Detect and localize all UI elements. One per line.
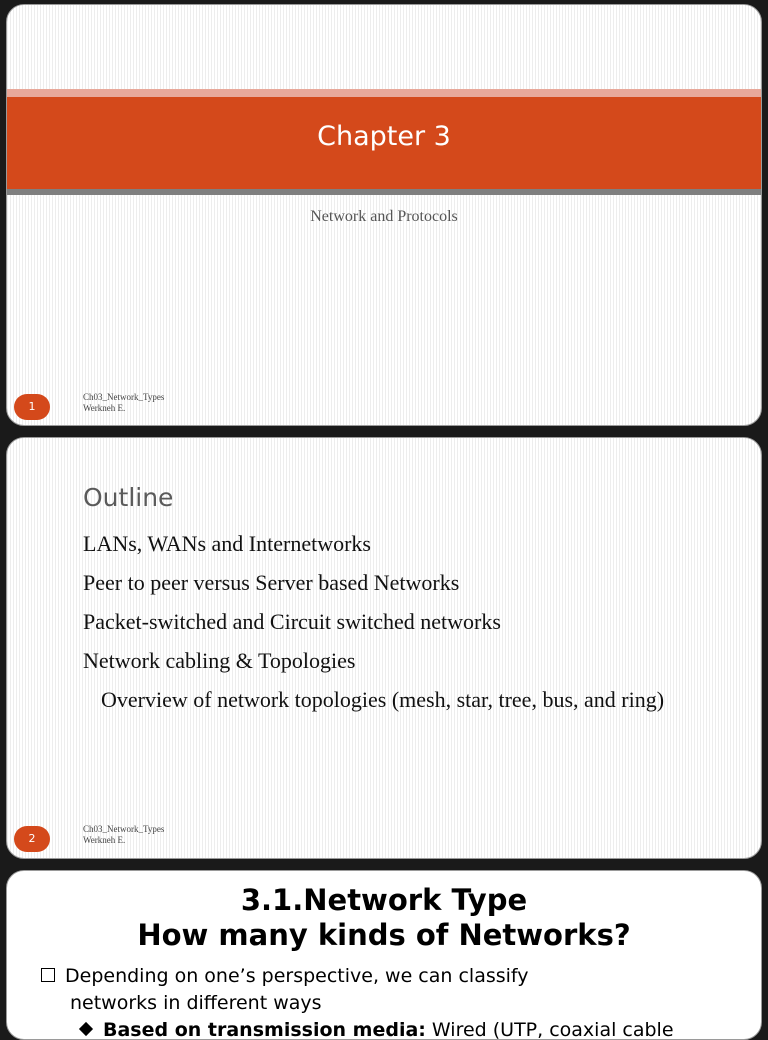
title-band-accent bbox=[7, 89, 761, 97]
page-number-badge: 1 bbox=[14, 394, 50, 420]
sub-bullet-label: Based on transmission media: bbox=[103, 1019, 426, 1040]
chapter-title: Chapter 3 bbox=[317, 121, 451, 152]
sub-bullet-text: Wired (UTP, coaxial cable bbox=[425, 1019, 674, 1040]
diamond-icon bbox=[79, 1022, 93, 1036]
outline-sub-item: Overview of network topologies (mesh, star, tree, bus, and ring) bbox=[101, 687, 665, 712]
outline-item: Network cabling & Topologies bbox=[83, 648, 356, 673]
page-number-badge: 2 bbox=[14, 826, 50, 852]
slide-title bbox=[7, 883, 761, 953]
bullet-text-continued: networks in different ways bbox=[70, 992, 322, 1014]
checkbox-icon bbox=[41, 968, 55, 982]
footer-course: Ch03_Network_Types bbox=[83, 824, 165, 834]
outline-item: LANs, WANs and Internetworks bbox=[83, 531, 371, 556]
footer-course: Ch03_Network_Types bbox=[83, 392, 165, 402]
slide-2 bbox=[6, 437, 762, 859]
slide-footer bbox=[83, 824, 164, 846]
footer-author: Werkneh E. bbox=[83, 835, 126, 845]
slide-subtitle: Network and Protocols bbox=[310, 208, 458, 225]
sub-bullet-item bbox=[103, 1017, 762, 1040]
slide-1 bbox=[6, 4, 762, 426]
slide-3 bbox=[6, 870, 762, 1040]
outline-item: Packet-switched and Circuit switched networks bbox=[83, 609, 501, 634]
outline-heading: Outline bbox=[83, 483, 174, 512]
slide-footer bbox=[83, 392, 164, 414]
slide-title-line: 3.1.Network Type bbox=[240, 883, 528, 917]
outline-list bbox=[83, 528, 723, 684]
outline-item: Peer to peer versus Server based Networks bbox=[83, 570, 460, 595]
bullet-item bbox=[41, 963, 741, 1017]
slide-title-line: How many kinds of Networks? bbox=[137, 918, 631, 952]
title-band-underline bbox=[7, 189, 761, 195]
footer-author: Werkneh E. bbox=[83, 403, 126, 413]
bullet-text: Depending on one’s perspective, we can classify bbox=[65, 965, 529, 987]
